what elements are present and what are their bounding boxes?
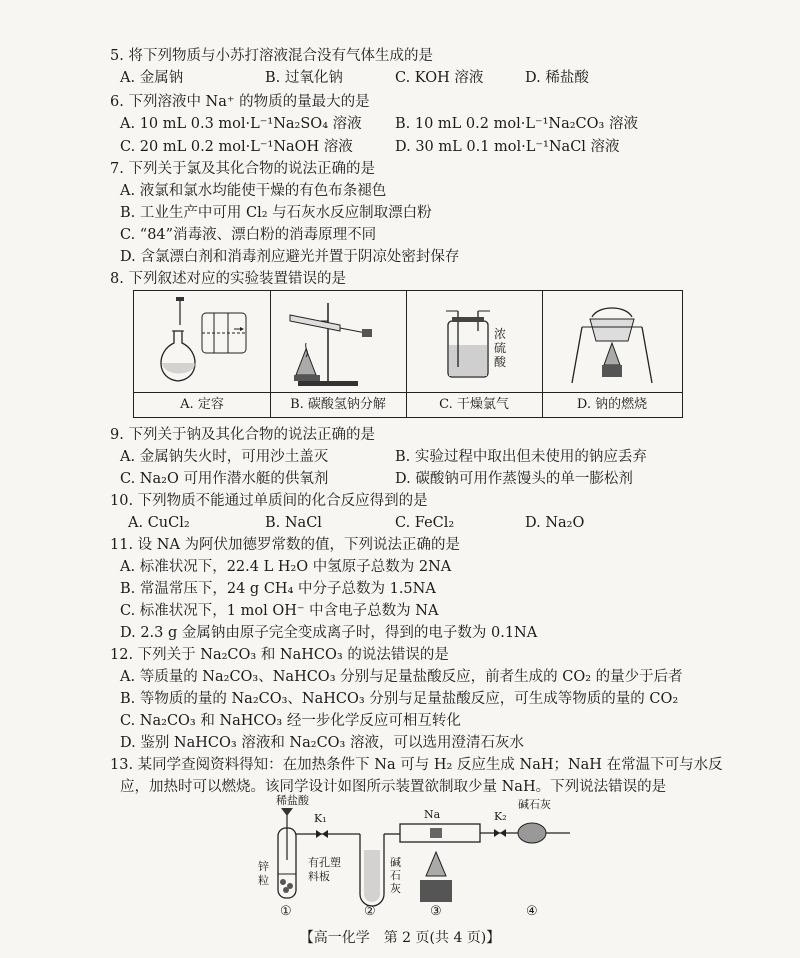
q6-option-d: D. 30 mL 0.1 mol·L⁻¹NaCl 溶液 xyxy=(395,139,620,155)
q10-option-c: C. FeCl₂ xyxy=(395,515,455,531)
q12-stem: 12. 下列关于 Na₂CO₃ 和 NaHCO₃ 的说法错误的是 xyxy=(110,647,449,663)
q11-option-c: C. 标准状况下，1 mol OH⁻ 中含电子总数为 NA xyxy=(120,603,439,619)
caption-c: C. 干燥氯气 xyxy=(406,392,542,417)
q6-stem: 6. 下列溶液中 Na⁺ 的物质的量最大的是 xyxy=(110,94,370,110)
q11-option-d: D. 2.3 g 金属钠由原子完全变成离子时，得到的电子数为 0.1NA xyxy=(120,625,538,641)
apparatus-table xyxy=(133,290,683,418)
q9-stem: 9. 下列关于钠及其化合物的说法正确的是 xyxy=(110,427,375,443)
q13-stem-line2: 应，加热时可以燃烧。该同学设计如图所示装置欲制取少量 NaH。下列说法错误的是 xyxy=(120,779,667,795)
q7-option-a: A. 液氯和氯水均能使干燥的有色布条褪色 xyxy=(120,183,387,199)
q10-stem: 10. 下列物质不能通过单质间的化合反应得到的是 xyxy=(110,493,428,509)
q5-option-a: A. 金属钠 xyxy=(120,70,184,86)
q5-stem: 5. 将下列物质与小苏打溶液混合没有气体生成的是 xyxy=(110,48,433,64)
volumetric-flask-figure xyxy=(134,291,270,392)
q7-stem: 7. 下列关于氯及其化合物的说法正确的是 xyxy=(110,161,375,177)
q12-option-a: A. 等质量的 Na₂CO₃、NaHCO₃ 分别与足量盐酸反应，前者生成的 CO₂ 的量少于后者 xyxy=(120,669,683,685)
q10-option-b: B. NaCl xyxy=(265,515,322,531)
label-soda-lime-u: 碱石灰 xyxy=(390,856,401,895)
q11-option-a: A. 标准状况下，22.4 L H₂O 中氢原子总数为 2NA xyxy=(120,559,452,575)
caption-a: A. 定容 xyxy=(134,392,270,417)
q7-option-d: D. 含氯漂白剂和消毒剂应避光并置于阴凉处密封保存 xyxy=(120,249,460,265)
crucible-figure xyxy=(542,291,682,392)
q8-stem: 8. 下列叙述对应的实验装置错误的是 xyxy=(110,271,346,287)
label-porous-plate: 有孔塑料板 xyxy=(308,856,341,883)
q6-option-a: A. 10 mL 0.3 mol·L⁻¹Na₂SO₄ 溶液 xyxy=(120,116,362,132)
q12-option-d: D. 鉴别 NaHCO₃ 溶液和 Na₂CO₃ 溶液，可以选用澄清石灰水 xyxy=(120,735,524,751)
q9-option-a: A. 金属钠失火时，可用沙土盖灭 xyxy=(120,449,329,465)
label-3: ③ xyxy=(430,904,442,919)
q7-option-c: C. “84”消毒液、漂白粉的消毒原理不同 xyxy=(120,227,377,243)
gas-wash-bottle-figure xyxy=(406,291,542,392)
q11-stem: 11. 设 NA 为阿伏加德罗常数的值，下列说法正确的是 xyxy=(110,537,461,553)
apparatus-cell-a xyxy=(134,291,271,417)
q10-option-d: D. Na₂O xyxy=(525,515,585,531)
label-na: Na xyxy=(424,808,441,821)
page-footer: 【高一化学 第 2 页(共 4 页)】 xyxy=(299,930,501,946)
caption-d: D. 钠的燃烧 xyxy=(542,392,682,417)
label-k2: K₂ xyxy=(494,810,507,823)
q5-option-d: D. 稀盐酸 xyxy=(525,70,589,86)
q11-option-b: B. 常温常压下，24 g CH₄ 中分子总数为 1.5NA xyxy=(120,581,436,597)
q6-option-c: C. 20 mL 0.2 mol·L⁻¹NaOH 溶液 xyxy=(120,139,353,155)
q6-option-b: B. 10 mL 0.2 mol·L⁻¹Na₂CO₃ 溶液 xyxy=(395,116,638,132)
conc-sulfuric-acid-label: 浓硫酸 xyxy=(494,327,507,369)
apparatus-cell-d xyxy=(542,291,682,417)
label-4: ④ xyxy=(526,904,538,919)
apparatus-cell-c xyxy=(406,291,543,417)
q10-option-a: A. CuCl₂ xyxy=(128,515,190,531)
q9-option-c: C. Na₂O 可用作潜水艇的供氧剂 xyxy=(120,471,329,487)
caption-b: B. 碳酸氢钠分解 xyxy=(270,392,406,417)
label-dilute-hcl: 稀盐酸 xyxy=(276,794,309,807)
apparatus-cell-b xyxy=(270,291,407,417)
label-1: ① xyxy=(280,904,292,919)
q9-option-d: D. 碳酸钠可用作蒸馒头的单一膨松剂 xyxy=(395,471,633,487)
q9-option-b: B. 实验过程中取出但未使用的钠应丢弃 xyxy=(395,449,647,465)
q13-stem-line1: 13. 某同学查阅资料得知：在加热条件下 Na 可与 H₂ 反应生成 NaH；NaH 在常温下可与水反 xyxy=(110,757,723,773)
label-2: ② xyxy=(364,904,376,919)
heating-figure xyxy=(270,291,406,392)
q7-option-b: B. 工业生产中可用 Cl₂ 与石灰水反应制取漂白粉 xyxy=(120,205,432,221)
label-zinc: 锌粒 xyxy=(258,860,269,887)
label-k1: K₁ xyxy=(314,812,327,825)
q5-option-c: C. KOH 溶液 xyxy=(395,70,484,86)
q12-option-b: B. 等物质的量的 Na₂CO₃、NaHCO₃ 分别与足量盐酸反应，可生成等物质的量的 CO₂ xyxy=(120,691,679,707)
q12-option-c: C. Na₂CO₃ 和 NaHCO₃ 经一步化学反应可相互转化 xyxy=(120,713,461,729)
nah-apparatus-figure xyxy=(250,790,580,922)
label-soda-lime-top: 碱石灰 xyxy=(518,798,551,811)
q5-option-b: B. 过氧化钠 xyxy=(265,70,343,86)
